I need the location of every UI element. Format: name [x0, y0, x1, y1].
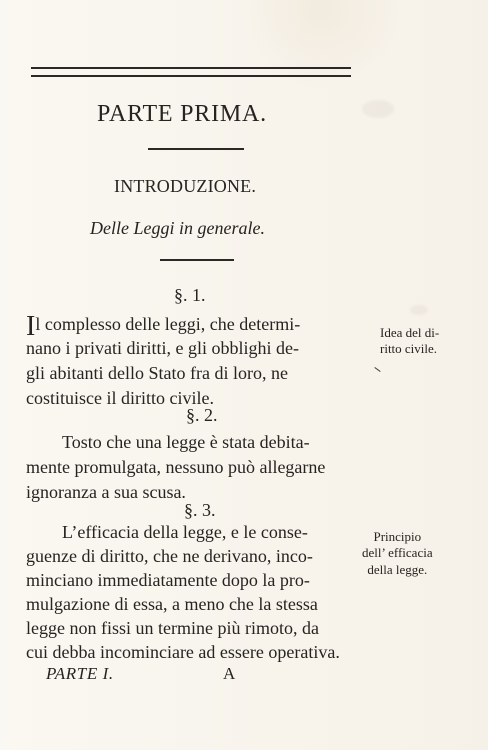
- section-2-line-2: mente promulgata, nessuno può allegarne: [26, 457, 326, 477]
- page-footer-left: PARTE I.: [46, 664, 114, 683]
- section-2-line-1: Tosto che una legge è stata debita-: [62, 432, 310, 452]
- title-rule: [148, 148, 244, 150]
- margin-note-2: Principio dell’ efficacia della legge.: [362, 529, 433, 577]
- section-3-line-5: legge non fissi un termine più rimoto, da: [26, 618, 319, 638]
- section-1-mark: §. 1.: [174, 285, 206, 305]
- section-3-line-4: mulgazione di essa, a meno che la stessa: [26, 594, 318, 614]
- subheading-rule: [160, 259, 234, 261]
- page-footer-right: A: [223, 664, 236, 683]
- margin-tick: [374, 367, 380, 372]
- section-3-line-2: guenze di diritto, che ne derivano, inco-: [26, 546, 313, 566]
- section-2-mark: §. 2.: [186, 405, 218, 425]
- header-rule: [31, 67, 351, 77]
- subheading: Delle Leggi in generale.: [90, 218, 265, 238]
- section-3-line-6: cui debba incominciare ad essere operativa.: [26, 642, 340, 662]
- section-title: INTRODUZIONE.: [114, 176, 257, 196]
- section-1-line-2: nano i privati diritti, e gli obblighi de-: [26, 338, 299, 358]
- part-title: PARTE PRIMA.: [97, 101, 267, 127]
- section-3-mark: §. 3.: [184, 500, 216, 520]
- section-1-line-1: Il complesso delle leggi, che determi-: [26, 311, 301, 342]
- section-3-line-1: L’efficacia della legge, e le conse-: [62, 522, 308, 542]
- section-3-line-3: minciano immediatamente dopo la pro-: [26, 570, 310, 590]
- dropcap: I: [26, 311, 36, 342]
- section-2-line-3: ignoranza a sua scusa.: [26, 482, 186, 502]
- section-1-line-3: gli abitanti dello Stato fra di loro, ne: [26, 363, 288, 383]
- margin-note-1: Idea del di- ritto civile.: [380, 325, 440, 357]
- section-1-line-4: costituisce il diritto civile.: [26, 388, 214, 408]
